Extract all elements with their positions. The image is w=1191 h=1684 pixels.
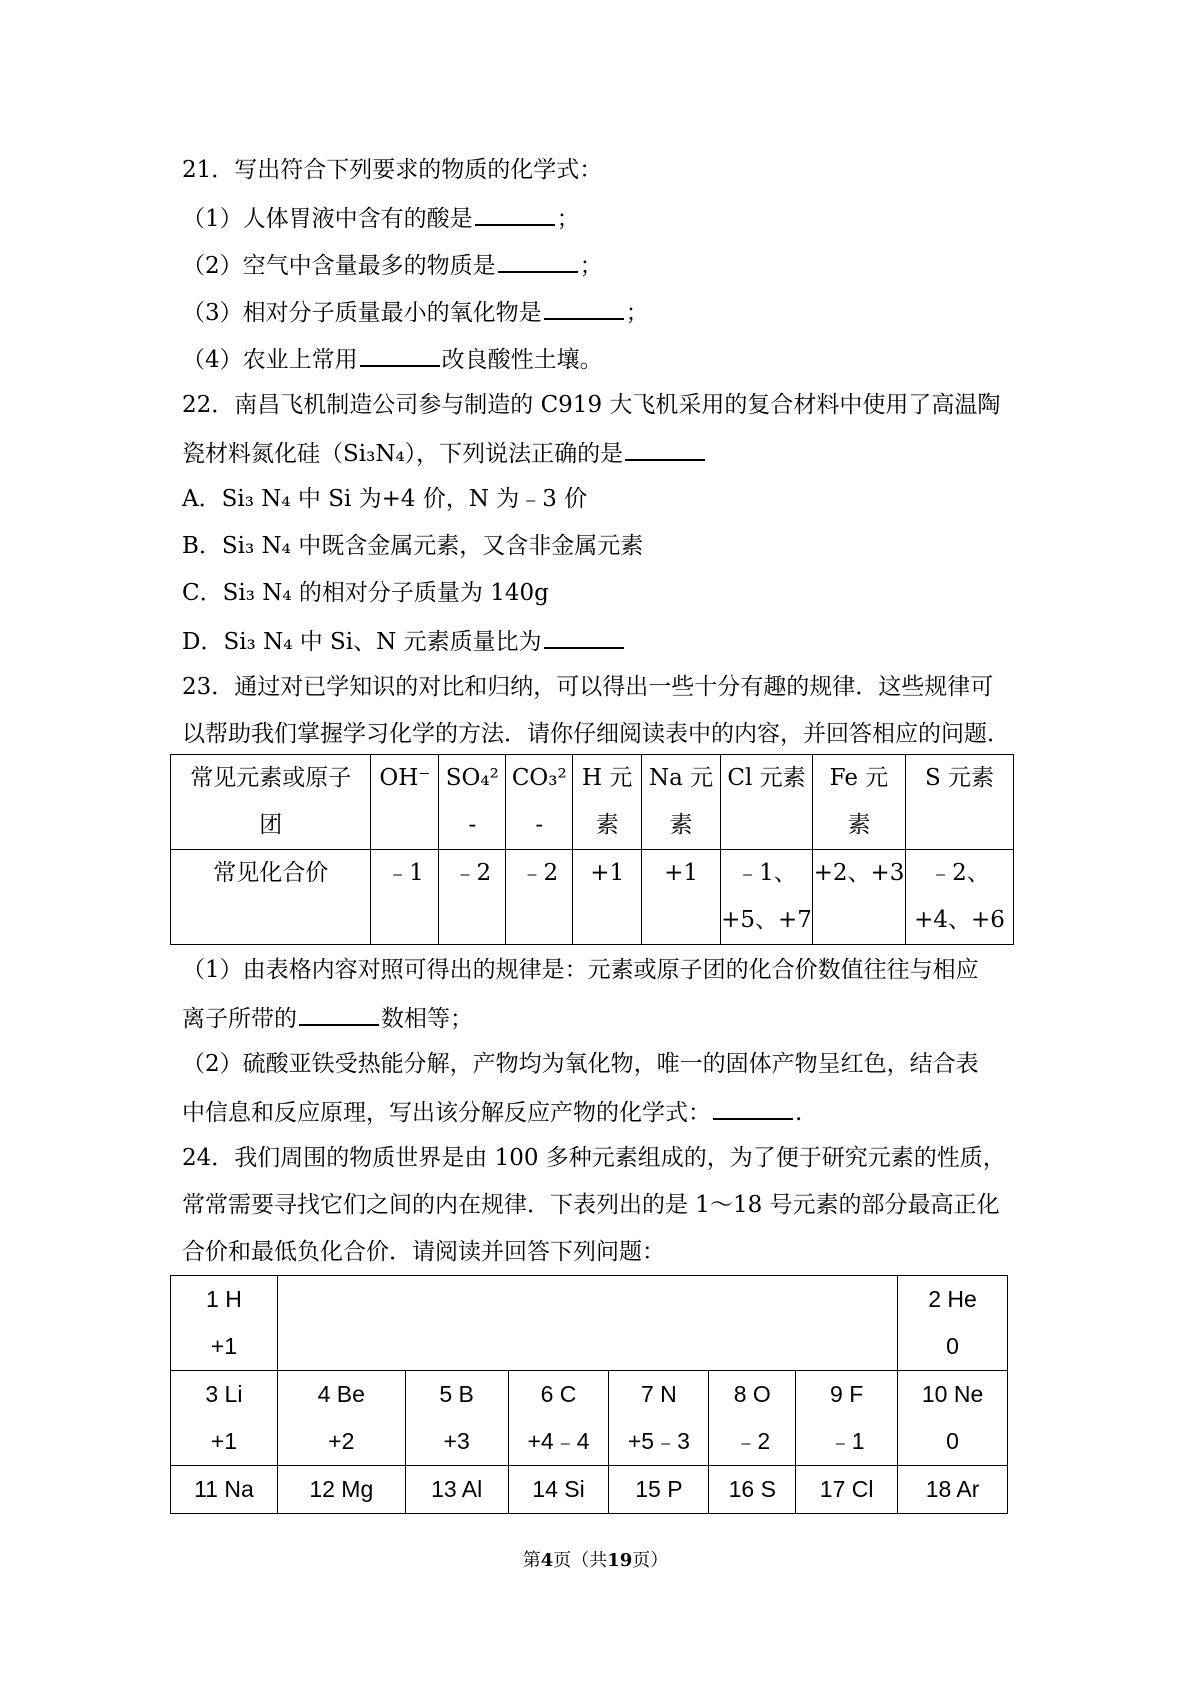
element-cell	[508, 1371, 609, 1466]
q21-item-1	[182, 202, 580, 234]
value-cell	[721, 850, 813, 945]
element-cell: 14 Si	[508, 1466, 609, 1514]
element-label: 6 C	[540, 1381, 577, 1407]
element-valence: +1	[210, 1333, 238, 1359]
periodic-row-2	[171, 1371, 1008, 1466]
value-line-2: +5、+7	[721, 907, 812, 933]
valence-table	[170, 754, 1014, 945]
header-cell-line-1: H 元	[582, 765, 633, 791]
footer-text: 页）	[632, 1550, 669, 1571]
value-line-1: +2、+3	[813, 860, 905, 886]
q23-part-1-text: 离子所带的	[182, 1006, 297, 1032]
q21-stem: 21．写出符合下列要求的物质的化学式：	[182, 157, 603, 183]
value-cell	[573, 850, 642, 945]
element-valence: 0	[946, 1428, 959, 1454]
value-line-1: +1	[664, 860, 699, 886]
header-cell-line-1: Cl 元素	[727, 765, 806, 791]
answer-blank	[475, 202, 555, 226]
header-cell-line-2: 素	[847, 812, 871, 838]
header-cell-line-2: 素	[595, 812, 619, 838]
value-line-1: +1	[590, 860, 625, 886]
value-cell	[812, 850, 905, 945]
header-cell	[812, 755, 905, 850]
q23-part-1-end: 数相等；	[381, 1006, 473, 1032]
value-cell	[439, 850, 506, 945]
header-cell-line-1: SO₄²	[445, 765, 499, 791]
element-cell	[277, 1371, 405, 1466]
header-cell	[506, 755, 573, 850]
element-label: 7 N	[640, 1381, 677, 1407]
spacer	[171, 897, 370, 944]
element-cell	[405, 1371, 508, 1466]
header-cell	[642, 755, 721, 850]
q22-option-d-text: D．Si₃ N₄ 中 Si、N 元素质量比为	[182, 629, 542, 655]
q22-option-a: A．Si₃ N₄ 中 Si 为+4 价，N 为﹣3 价	[182, 486, 588, 512]
value-line-1: ﹣1	[386, 860, 424, 886]
element-valence: +3	[443, 1428, 470, 1454]
header-label-cell	[171, 755, 371, 850]
value-cell	[905, 850, 1013, 945]
periodic-row-1	[171, 1276, 1008, 1371]
element-valence: +4﹣4	[527, 1428, 590, 1454]
header-cell-line-2: -	[468, 812, 477, 838]
value-line-1: ﹣2	[453, 860, 492, 886]
q21-item-3-text: （3）相对分子质量最小的氧化物是	[182, 300, 542, 326]
header-cell	[371, 755, 439, 850]
valence-table-value-row	[171, 850, 1014, 945]
header-cell-line-1: CO₃²	[511, 765, 567, 791]
element-cell	[171, 1371, 278, 1466]
answer-blank	[360, 343, 440, 367]
element-label: 9 F	[830, 1381, 864, 1407]
q21-item-1-text: （1）人体胃液中含有的酸是	[182, 206, 473, 232]
row-label-text: 常见化合价	[213, 860, 329, 886]
element-label: 3 Li	[205, 1381, 243, 1407]
element-cell-h	[171, 1276, 278, 1371]
empty-cell	[277, 1276, 897, 1371]
q21-item-3-end: ；	[625, 300, 649, 326]
q23-part-2-line-1: （2）硫酸亚铁受热能分解，产物均为氧化物，唯一的固体产物呈红色，结合表	[182, 1051, 979, 1077]
element-valence: +1	[210, 1428, 238, 1454]
element-cell: 16 S	[709, 1466, 796, 1514]
answer-blank	[713, 1096, 793, 1120]
q21-item-4-end: 改良酸性土壤。	[441, 347, 603, 373]
header-label-line-1: 常见元素或原子	[190, 765, 352, 791]
q24-line-3: 合价和最低负化合价．请阅读并回答下列问题：	[182, 1239, 665, 1265]
element-label: 2 He	[928, 1286, 977, 1312]
element-valence: ﹣2	[734, 1428, 771, 1454]
q24-line-2: 常常需要寻找它们之间的内在规律．下表列出的是 1～18 号元素的部分最高正化	[182, 1192, 1000, 1218]
answer-blank	[498, 249, 578, 273]
element-cell	[609, 1371, 709, 1466]
header-label-line-2: 团	[259, 812, 283, 838]
periodic-table	[170, 1275, 1008, 1514]
q22-option-b: B．Si₃ N₄ 中既含金属元素，又含非金属元素	[182, 533, 644, 559]
value-cell	[506, 850, 573, 945]
element-cell	[709, 1371, 796, 1466]
element-cell: 15 P	[609, 1466, 709, 1514]
q23-line-2: 以帮助我们掌握学习化学的方法．请你仔细阅读表中的内容，并回答相应的问题．	[182, 721, 1010, 747]
value-line-1: ﹣1、	[736, 860, 797, 886]
periodic-row-3	[171, 1466, 1008, 1514]
footer-text: 第	[522, 1550, 541, 1571]
q23-part-1-line-1: （1）由表格内容对照可得出的规律是：元素或原子团的化合价数值往往与相应	[182, 957, 979, 983]
header-cell	[721, 755, 813, 850]
q21-item-4-text: （4）农业上常用	[182, 347, 358, 373]
answer-blank	[299, 1002, 379, 1026]
footer-text: 页（共	[553, 1550, 608, 1571]
q22-line-2	[182, 437, 707, 469]
element-label: 10 Ne	[921, 1381, 984, 1407]
element-cell: 11 Na	[171, 1466, 278, 1514]
q23-part-1-line-2	[182, 1002, 473, 1034]
header-cell-line-1: S 元素	[924, 765, 995, 791]
q21-item-2-end: ；	[579, 253, 603, 279]
q21-item-3	[182, 296, 649, 328]
value-line-1: ﹣2、	[929, 860, 990, 886]
q24-line-1: 24．我们周围的物质世界是由 100 多种元素组成的，为了便于研究元素的性质，	[182, 1145, 1006, 1171]
element-valence: +2	[328, 1428, 355, 1454]
q22-option-c: C．Si₃ N₄ 的相对分子质量为 140g	[182, 580, 549, 606]
total-pages: 19	[607, 1550, 633, 1571]
header-cell-line-2: 素	[669, 812, 693, 838]
q21-item-2-text: （2）空气中含量最多的物质是	[182, 253, 496, 279]
row-label-cell	[171, 850, 371, 945]
q23-part-2-line-2	[182, 1096, 802, 1128]
header-cell	[439, 755, 506, 850]
value-line-1: ﹣2	[520, 860, 559, 886]
element-valence: +5﹣3	[627, 1428, 690, 1454]
header-cell	[573, 755, 642, 850]
element-label: 4 Be	[317, 1381, 365, 1407]
q21-item-1-end: ；	[556, 206, 580, 232]
element-cell	[796, 1371, 898, 1466]
page-footer	[0, 1546, 1191, 1572]
q22-line-2-text: 瓷材料氮化硅（Si₃N₄），下列说法正确的是	[182, 441, 624, 467]
q23-part-2-text: 中信息和反应原理，写出该分解反应产物的化学式：	[182, 1100, 711, 1126]
header-cell	[905, 755, 1013, 850]
element-label: 8 O	[733, 1381, 771, 1407]
element-cell: 13 Al	[405, 1466, 508, 1514]
element-cell-he	[898, 1276, 1008, 1371]
answer-blank	[544, 296, 624, 320]
element-label: 5 B	[439, 1381, 474, 1407]
header-cell-line-1: Na 元	[649, 765, 714, 791]
element-cell: 12 Mg	[277, 1466, 405, 1514]
element-label: 1 H	[206, 1286, 242, 1312]
element-cell: 17 Cl	[796, 1466, 898, 1514]
q22-option-d	[182, 625, 626, 657]
header-cell-line-2: -	[535, 812, 544, 838]
element-valence: 0	[946, 1333, 959, 1359]
q23-part-2-end: .	[795, 1100, 803, 1126]
answer-blank	[625, 437, 705, 461]
q21-item-4	[182, 343, 603, 375]
q22-line-1: 22．南昌飞机制造公司参与制造的 C919 大飞机采用的复合材料中使用了高温陶	[182, 392, 1001, 418]
valence-table-header-row	[171, 755, 1014, 850]
element-cell: 18 Ar	[898, 1466, 1008, 1514]
q21-item-2	[182, 249, 603, 281]
header-cell-line-1: OH⁻	[379, 765, 431, 791]
value-cell	[371, 850, 439, 945]
element-valence: ﹣1	[828, 1428, 865, 1454]
element-cell	[898, 1371, 1008, 1466]
value-cell	[642, 850, 721, 945]
page-number: 4	[540, 1550, 554, 1571]
answer-blank	[544, 625, 624, 649]
q23-line-1: 23．通过对已学知识的对比和归纳，可以得出一些十分有趣的规律．这些规律可	[182, 674, 994, 700]
header-cell-line-1: Fe 元	[829, 765, 889, 791]
value-line-2: +4、+6	[914, 907, 1005, 933]
